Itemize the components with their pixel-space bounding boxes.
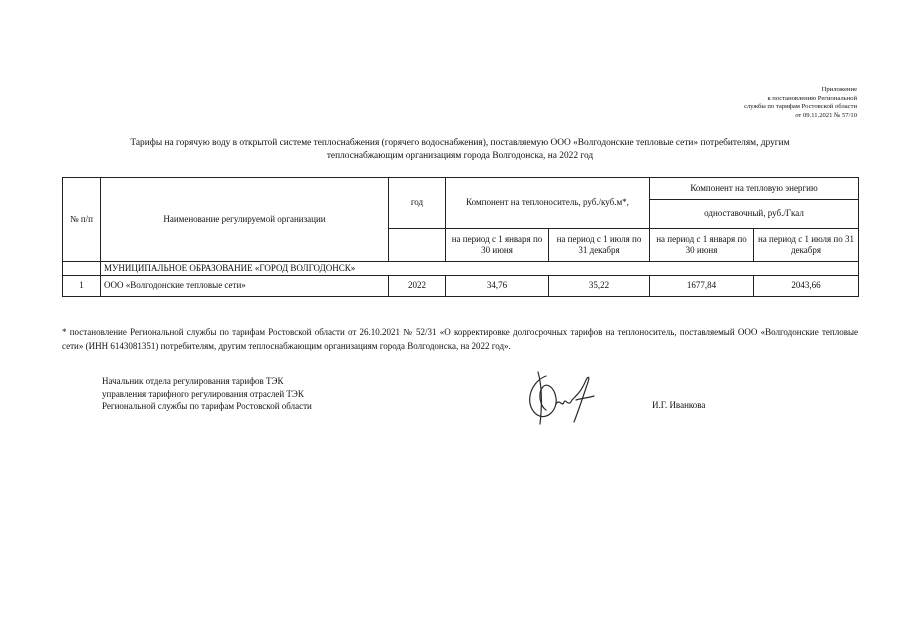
header-period: на период с 1 января по 30 июня: [650, 229, 754, 262]
row-org: ООО «Волгодонские тепловые сети»: [101, 276, 389, 297]
municipality-row: МУНИЦИПАЛЬНОЕ ОБРАЗОВАНИЕ «ГОРОД ВОЛГОДОНСК»: [101, 262, 859, 276]
signer-position: [102, 375, 312, 413]
footnote: * постановление Региональной службы по тарифам Ростовской области от 26.10.2021 № 52/31 «О корректировке долгосрочных тарифов на теплоноситель, поставляемый ООО «Волгодонские тепловые сети» (ИНН 6143081351) потребителям, другим теплоснабжающим организациям города Волгодонска, на 2022 год».: [62, 327, 858, 351]
signer-line: Начальник отдела регулирования тарифов ТЭК: [102, 376, 284, 386]
annex-block: [744, 86, 857, 120]
header-year: год: [389, 178, 446, 229]
annex-line: службы по тарифам Ростовской области: [744, 103, 857, 111]
signer-name: И.Г. Иванкова: [652, 400, 706, 410]
header-period: на период с 1 июля по 31 декабря: [754, 229, 859, 262]
header-carrier: Компонент на теплоноситель, руб./куб.м*,: [446, 178, 650, 229]
header-num: № п/п: [63, 178, 101, 262]
row-year: 2022: [389, 276, 446, 297]
header-year-blank: [389, 229, 446, 262]
handwritten-signature: [516, 364, 612, 428]
header-period: на период с 1 июля по 31 декабря: [549, 229, 650, 262]
title-line: теплоснабжающим организациям города Волгодонска, на 2022 год: [326, 151, 594, 161]
table-row: [63, 276, 859, 297]
title-line: Тарифы на горячую воду в открытой системе теплоснабжения (горячего водоснабжения), поставляемую ООО «Волгодонские тепловые сети» потребителям, другим: [130, 138, 790, 148]
row-num: 1: [63, 276, 101, 297]
row-energy-h1: 1677,84: [650, 276, 754, 297]
row-carrier-h1: 34,76: [446, 276, 549, 297]
header-energy: Компонент на тепловую энергию: [650, 178, 859, 200]
row-carrier-h2: 35,22: [549, 276, 650, 297]
signer-line: Региональной службы по тарифам Ростовской области: [102, 401, 312, 411]
annex-line: от 09.11.2021 № 57/10: [795, 111, 857, 119]
municipality-num-blank: [63, 262, 101, 276]
row-energy-h2: 2043,66: [754, 276, 859, 297]
annex-line: к постановлению Региональной: [767, 94, 857, 102]
document-title: [62, 137, 858, 163]
header-org: Наименование регулируемой организации: [101, 178, 389, 262]
header-single-rate: одноставочный, руб./Гкал: [650, 200, 859, 229]
signer-line: управления тарифного регулирования отраслей ТЭК: [102, 388, 304, 399]
tariff-table: [62, 177, 859, 297]
header-period: на период с 1 января по 30 июня: [446, 229, 549, 262]
annex-line: Приложение: [821, 86, 857, 93]
